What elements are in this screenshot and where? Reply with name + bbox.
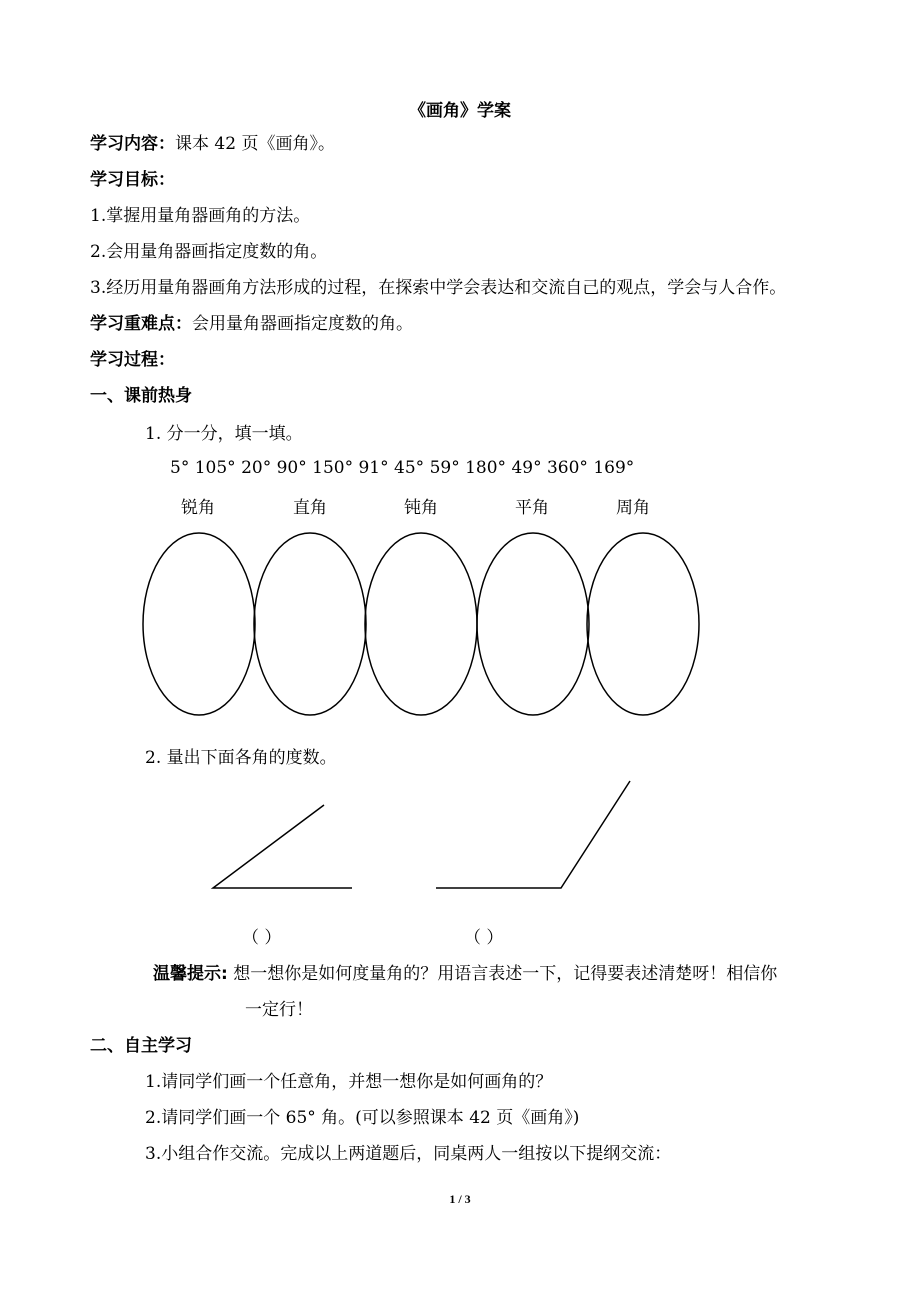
- content-label: 学习内容：: [90, 134, 175, 154]
- acute-oval: [143, 533, 255, 715]
- answer-blank-2[interactable]: （ ）: [464, 928, 504, 948]
- self-study-item-1: 1.请同学们画一个任意角，并想一想你是如何画角的？: [145, 1072, 553, 1092]
- category-obtuse: 钝角: [404, 498, 438, 518]
- angle-figure-1: [213, 805, 352, 888]
- self-study-item-2: 2.请同学们画一个 65° 角。(可以参照课本 42 页《画角》): [145, 1108, 580, 1128]
- question-1: 1. 分一分，填一填。: [145, 424, 303, 444]
- straight-oval: [477, 533, 589, 715]
- process-label: 学习过程：: [90, 350, 175, 370]
- self-study-item-3: 3.小组合作交流。完成以上两道题后，同桌两人一组按以下提纲交流：: [145, 1144, 672, 1164]
- section2-heading: 二、自主学习: [90, 1036, 192, 1056]
- category-right: 直角: [293, 498, 327, 518]
- key-text: 会用量角器画指定度数的角。: [192, 314, 413, 334]
- full-oval: [587, 533, 699, 715]
- angle-figure-2: [436, 781, 630, 888]
- key-label: 学习重难点：: [90, 314, 192, 334]
- goal-item-1: 1.掌握用量角器画角的方法。: [90, 206, 311, 226]
- section1-heading: 一、课前热身: [90, 386, 192, 406]
- question-2: 2. 量出下面各角的度数。: [145, 748, 337, 768]
- angle-values: 5° 105° 20° 90° 150° 91° 45° 59° 180° 49° 360° 169°: [170, 458, 635, 478]
- obtuse-oval: [365, 533, 477, 715]
- tip-row: [153, 964, 777, 984]
- goal-item-2: 2.会用量角器画指定度数的角。: [90, 242, 328, 262]
- category-full: 周角: [616, 498, 650, 518]
- goals-label: 学习目标：: [90, 170, 175, 190]
- tip-line-1: 想一想你是如何度量角的？用语言表述一下，记得要表述清楚呀！相信你: [233, 964, 778, 984]
- tip-label: 温馨提示:: [153, 964, 228, 984]
- category-acute: 锐角: [181, 498, 215, 518]
- right-oval: [254, 533, 366, 715]
- page-number: 1 / 3: [449, 1192, 471, 1206]
- tip-line-2: 一定行！: [245, 1000, 313, 1020]
- content-text: 课本 42 页《画角》。: [175, 134, 335, 154]
- goal-item-3: 3.经历用量角器画角方法形成的过程，在探索中学会表达和交流自己的观点，学会与人合作。: [90, 278, 787, 298]
- category-straight: 平角: [515, 498, 549, 518]
- answer-blank-1[interactable]: （ ）: [242, 928, 282, 948]
- page-title: 《画角》学案: [409, 101, 511, 121]
